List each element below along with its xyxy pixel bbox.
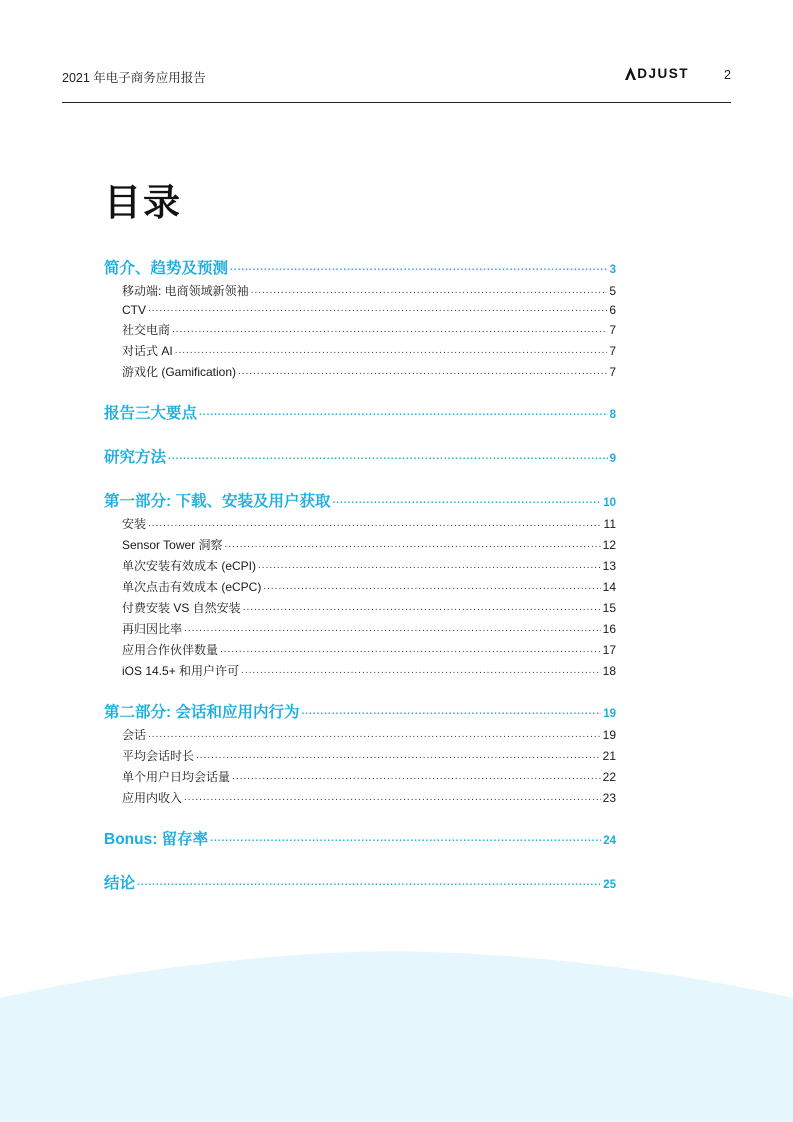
toc-subsection-entry[interactable]	[104, 747, 616, 764]
dot-leader	[172, 324, 607, 336]
dot-leader	[148, 303, 607, 315]
toc-entry-page: 10	[603, 497, 616, 509]
toc-entry-page: 25	[603, 879, 616, 891]
toc-entry-label: 简介、趋势及预测	[104, 260, 229, 277]
toc-entry-label: 应用内收入	[122, 791, 183, 805]
toc-subsection-entry[interactable]	[104, 536, 616, 553]
toc-entry-page: 17	[602, 643, 616, 657]
toc-subsection-entry[interactable]	[104, 282, 616, 299]
toc-entry-page: 11	[603, 517, 616, 531]
toc-subsection-entry[interactable]	[104, 789, 616, 806]
toc-section-entry[interactable]	[104, 700, 616, 722]
toc-subsection-entry[interactable]	[104, 321, 616, 338]
dot-leader	[184, 623, 601, 635]
adjust-logo	[625, 66, 689, 81]
toc-subsection-entry[interactable]	[104, 726, 616, 743]
toc-section-entry[interactable]	[104, 827, 616, 849]
toc-entry-page: 24	[603, 835, 616, 847]
toc-section-entry[interactable]	[104, 871, 616, 893]
toc-subsection-entry[interactable]	[104, 342, 616, 359]
toc-entry-label: 单个用户日均会话量	[122, 770, 231, 784]
toc-entry-page: 7	[609, 344, 616, 358]
toc-subsection-entry[interactable]	[104, 557, 616, 574]
dot-leader	[230, 261, 608, 275]
toc-entry-label: 报告三大要点	[104, 405, 198, 422]
toc-entry-label: 再归因比率	[122, 622, 183, 636]
toc-entry-page: 5	[609, 284, 616, 298]
dot-leader	[224, 539, 600, 551]
toc-entry-page: 14	[602, 580, 616, 594]
table-of-contents	[104, 256, 616, 893]
toc-entry-label: Bonus: 留存率	[104, 831, 209, 848]
toc-entry-label: 安装	[122, 517, 147, 531]
toc-section-entry[interactable]	[104, 489, 616, 511]
toc-entry-label: iOS 14.5+ 和用户许可	[122, 664, 240, 678]
toc-subsection-entry[interactable]	[104, 641, 616, 658]
toc-section-entry[interactable]	[104, 445, 616, 467]
toc-entry-page: 7	[609, 365, 616, 379]
dot-leader	[168, 450, 608, 464]
toc-entry-label: 平均会话时长	[122, 749, 195, 763]
toc-subsection-entry[interactable]	[104, 768, 616, 785]
toc-entry-page: 8	[609, 409, 616, 421]
toc-entry-label: 应用合作伙伴数量	[122, 643, 219, 657]
dot-leader	[238, 366, 607, 378]
page-number: 2	[724, 68, 731, 82]
dot-leader	[332, 494, 601, 508]
toc-entry-label: 第二部分: 会话和应用内行为	[104, 704, 300, 721]
toc-entry-label: 结论	[104, 875, 136, 892]
toc-subsection-entry[interactable]	[104, 662, 616, 679]
toc-entry-label: 研究方法	[104, 449, 167, 466]
dot-leader	[251, 285, 608, 297]
toc-entry-label: CTV	[122, 303, 146, 317]
toc-entry-page: 18	[602, 664, 616, 678]
logo-text: DJUST	[637, 66, 689, 81]
dot-leader	[243, 602, 601, 614]
toc-entry-page: 7	[609, 323, 616, 337]
toc-entry-label: 移动端: 电商领域新领袖	[122, 284, 249, 298]
dot-leader	[148, 518, 602, 530]
toc-title: 目录	[104, 182, 182, 223]
toc-entry-label: Sensor Tower 洞察	[122, 538, 223, 552]
dot-leader	[232, 771, 601, 783]
dot-leader	[196, 750, 601, 762]
toc-entry-page: 19	[603, 708, 616, 720]
dot-leader	[241, 665, 601, 677]
toc-entry-label: 付费安装 VS 自然安装	[122, 601, 241, 615]
toc-entry-page: 9	[609, 453, 616, 465]
dot-leader	[263, 581, 600, 593]
dot-leader	[210, 832, 601, 846]
toc-entry-page: 13	[602, 559, 616, 573]
toc-section-entry[interactable]	[104, 401, 616, 423]
toc-subsection-entry[interactable]	[104, 303, 616, 317]
toc-entry-page: 16	[602, 622, 616, 636]
toc-subsection-entry[interactable]	[104, 620, 616, 637]
toc-subsection-entry[interactable]	[104, 599, 616, 616]
toc-entry-label: 单次点击有效成本 (eCPC)	[122, 580, 262, 594]
toc-entry-label: 第一部分: 下载、安装及用户获取	[104, 493, 331, 510]
toc-entry-label: 单次安装有效成本 (eCPI)	[122, 559, 257, 573]
document-title: 2021 年电子商务应用报告	[62, 71, 206, 85]
adjust-logo-a-icon	[625, 67, 636, 80]
dot-leader	[175, 345, 608, 357]
toc-subsection-entry[interactable]	[104, 515, 616, 532]
toc-entry-label: 对话式 AI	[122, 344, 173, 358]
page-header	[62, 64, 731, 103]
toc-entry-page: 6	[609, 303, 616, 317]
toc-entry-page: 21	[602, 749, 616, 763]
dot-leader	[137, 876, 601, 890]
decorative-wave	[0, 940, 793, 1122]
dot-leader	[184, 792, 601, 804]
dot-leader	[199, 406, 608, 420]
toc-entry-label: 社交电商	[122, 323, 171, 337]
toc-section-entry[interactable]	[104, 256, 616, 278]
toc-entry-page: 19	[602, 728, 616, 742]
toc-entry-page: 23	[602, 791, 616, 805]
dot-leader	[301, 705, 601, 719]
toc-entry-page: 3	[609, 264, 616, 276]
toc-entry-page: 22	[602, 770, 616, 784]
toc-subsection-entry[interactable]	[104, 578, 616, 595]
dot-leader	[258, 560, 601, 572]
toc-entry-page: 15	[602, 601, 616, 615]
toc-entry-label: 会话	[122, 728, 147, 742]
dot-leader	[220, 644, 601, 656]
dot-leader	[148, 729, 601, 741]
toc-entry-page: 12	[602, 538, 616, 552]
toc-subsection-entry[interactable]	[104, 363, 616, 380]
toc-entry-label: 游戏化 (Gamification)	[122, 365, 237, 379]
